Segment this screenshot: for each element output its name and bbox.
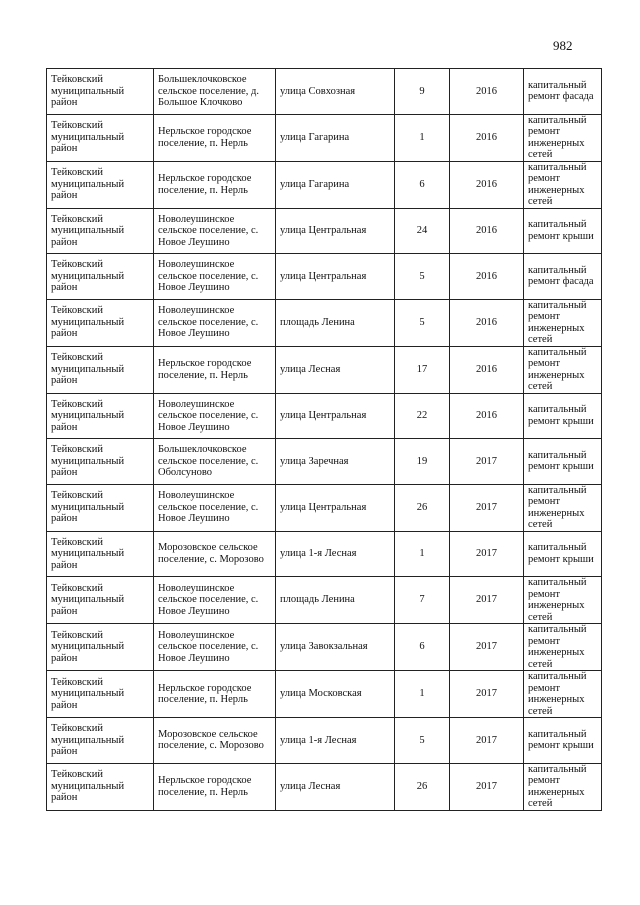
year-cell: 2016 <box>450 208 524 254</box>
district-cell: Тейковский муниципальный район <box>47 299 154 346</box>
table-row <box>47 254 602 300</box>
settlement-cell: Новолеушинское сельское поселение, с. Новое Леушино <box>154 624 276 671</box>
table-row <box>47 393 602 439</box>
street-cell: улица Заречная <box>276 439 395 485</box>
house-number-cell: 7 <box>395 577 450 624</box>
year-cell: 2016 <box>450 299 524 346</box>
year-cell: 2016 <box>450 254 524 300</box>
district-cell: Тейковский муниципальный район <box>47 718 154 764</box>
work-type-cell: капитальный ремонт инженерных сетей <box>524 577 602 624</box>
page-number: 982 <box>553 38 573 53</box>
table-body <box>47 69 602 811</box>
settlement-cell: Морозовское сельское поселение, с. Морозово <box>154 531 276 577</box>
street-cell: улица Московская <box>276 671 395 718</box>
work-type-cell: капитальный ремонт крыши <box>524 531 602 577</box>
settlement-cell: Большеклочковское сельское поселение, с. Оболсуново <box>154 439 276 485</box>
settlement-cell: Новолеушинское сельское поселение, с. Новое Леушино <box>154 484 276 531</box>
street-cell: улица Центральная <box>276 484 395 531</box>
house-number-cell: 1 <box>395 531 450 577</box>
house-number-cell: 17 <box>395 346 450 393</box>
street-cell: площадь Ленина <box>276 299 395 346</box>
district-cell: Тейковский муниципальный район <box>47 208 154 254</box>
table-row <box>47 763 602 810</box>
street-cell: улица Завокзальная <box>276 624 395 671</box>
settlement-cell: Новолеушинское сельское поселение, с. Новое Леушино <box>154 577 276 624</box>
settlement-cell: Новолеушинское сельское поселение, с. Новое Леушино <box>154 299 276 346</box>
table-row <box>47 69 602 115</box>
year-cell: 2016 <box>450 69 524 115</box>
table-row <box>47 161 602 208</box>
table-row <box>47 114 602 161</box>
work-type-cell: капитальный ремонт инженерных сетей <box>524 484 602 531</box>
year-cell: 2017 <box>450 577 524 624</box>
table-row <box>47 484 602 531</box>
street-cell: улица 1-я Лесная <box>276 531 395 577</box>
settlement-cell: Новолеушинское сельское поселение, с. Новое Леушино <box>154 393 276 439</box>
work-type-cell: капитальный ремонт инженерных сетей <box>524 346 602 393</box>
street-cell: улица 1-я Лесная <box>276 718 395 764</box>
house-number-cell: 5 <box>395 299 450 346</box>
district-cell: Тейковский муниципальный район <box>47 161 154 208</box>
year-cell: 2016 <box>450 346 524 393</box>
street-cell: улица Центральная <box>276 393 395 439</box>
house-number-cell: 26 <box>395 484 450 531</box>
work-type-cell: капитальный ремонт инженерных сетей <box>524 114 602 161</box>
street-cell: площадь Ленина <box>276 577 395 624</box>
settlement-cell: Новолеушинское сельское поселение, с. Новое Леушино <box>154 254 276 300</box>
house-number-cell: 22 <box>395 393 450 439</box>
district-cell: Тейковский муниципальный район <box>47 624 154 671</box>
house-number-cell: 19 <box>395 439 450 485</box>
table-row <box>47 718 602 764</box>
settlement-cell: Новолеушинское сельское поселение, с. Новое Леушино <box>154 208 276 254</box>
repair-schedule-table <box>46 68 602 811</box>
work-type-cell: капитальный ремонт крыши <box>524 718 602 764</box>
year-cell: 2017 <box>450 718 524 764</box>
house-number-cell: 6 <box>395 624 450 671</box>
year-cell: 2016 <box>450 393 524 439</box>
work-type-cell: капитальный ремонт крыши <box>524 439 602 485</box>
street-cell: улица Гагарина <box>276 114 395 161</box>
district-cell: Тейковский муниципальный район <box>47 577 154 624</box>
street-cell: улица Центральная <box>276 254 395 300</box>
district-cell: Тейковский муниципальный район <box>47 393 154 439</box>
table-row <box>47 299 602 346</box>
table-row <box>47 531 602 577</box>
settlement-cell: Большеклочковское сельское поселение, д. Большое Клочково <box>154 69 276 115</box>
year-cell: 2017 <box>450 484 524 531</box>
work-type-cell: капитальный ремонт фасада <box>524 254 602 300</box>
settlement-cell: Нерльское городское поселение, п. Нерль <box>154 161 276 208</box>
house-number-cell: 5 <box>395 718 450 764</box>
street-cell: улица Совхозная <box>276 69 395 115</box>
district-cell: Тейковский муниципальный район <box>47 114 154 161</box>
year-cell: 2017 <box>450 763 524 810</box>
table-row <box>47 346 602 393</box>
house-number-cell: 26 <box>395 763 450 810</box>
year-cell: 2016 <box>450 161 524 208</box>
work-type-cell: капитальный ремонт инженерных сетей <box>524 161 602 208</box>
year-cell: 2017 <box>450 671 524 718</box>
year-cell: 2017 <box>450 624 524 671</box>
district-cell: Тейковский муниципальный район <box>47 439 154 485</box>
house-number-cell: 9 <box>395 69 450 115</box>
work-type-cell: капитальный ремонт инженерных сетей <box>524 671 602 718</box>
district-cell: Тейковский муниципальный район <box>47 671 154 718</box>
work-type-cell: капитальный ремонт крыши <box>524 208 602 254</box>
house-number-cell: 24 <box>395 208 450 254</box>
work-type-cell: капитальный ремонт инженерных сетей <box>524 763 602 810</box>
street-cell: улица Лесная <box>276 346 395 393</box>
house-number-cell: 1 <box>395 671 450 718</box>
settlement-cell: Нерльское городское поселение, п. Нерль <box>154 346 276 393</box>
table-row <box>47 671 602 718</box>
settlement-cell: Нерльское городское поселение, п. Нерль <box>154 671 276 718</box>
settlement-cell: Нерльское городское поселение, п. Нерль <box>154 763 276 810</box>
table-row <box>47 208 602 254</box>
district-cell: Тейковский муниципальный район <box>47 346 154 393</box>
district-cell: Тейковский муниципальный район <box>47 254 154 300</box>
district-cell: Тейковский муниципальный район <box>47 484 154 531</box>
house-number-cell: 1 <box>395 114 450 161</box>
street-cell: улица Гагарина <box>276 161 395 208</box>
year-cell: 2017 <box>450 439 524 485</box>
work-type-cell: капитальный ремонт инженерных сетей <box>524 299 602 346</box>
district-cell: Тейковский муниципальный район <box>47 763 154 810</box>
table-row <box>47 577 602 624</box>
settlement-cell: Морозовское сельское поселение, с. Морозово <box>154 718 276 764</box>
work-type-cell: капитальный ремонт инженерных сетей <box>524 624 602 671</box>
street-cell: улица Лесная <box>276 763 395 810</box>
year-cell: 2016 <box>450 114 524 161</box>
settlement-cell: Нерльское городское поселение, п. Нерль <box>154 114 276 161</box>
year-cell: 2017 <box>450 531 524 577</box>
work-type-cell: капитальный ремонт крыши <box>524 393 602 439</box>
table-row <box>47 439 602 485</box>
work-type-cell: капитальный ремонт фасада <box>524 69 602 115</box>
house-number-cell: 5 <box>395 254 450 300</box>
district-cell: Тейковский муниципальный район <box>47 69 154 115</box>
table-row <box>47 624 602 671</box>
street-cell: улица Центральная <box>276 208 395 254</box>
house-number-cell: 6 <box>395 161 450 208</box>
district-cell: Тейковский муниципальный район <box>47 531 154 577</box>
